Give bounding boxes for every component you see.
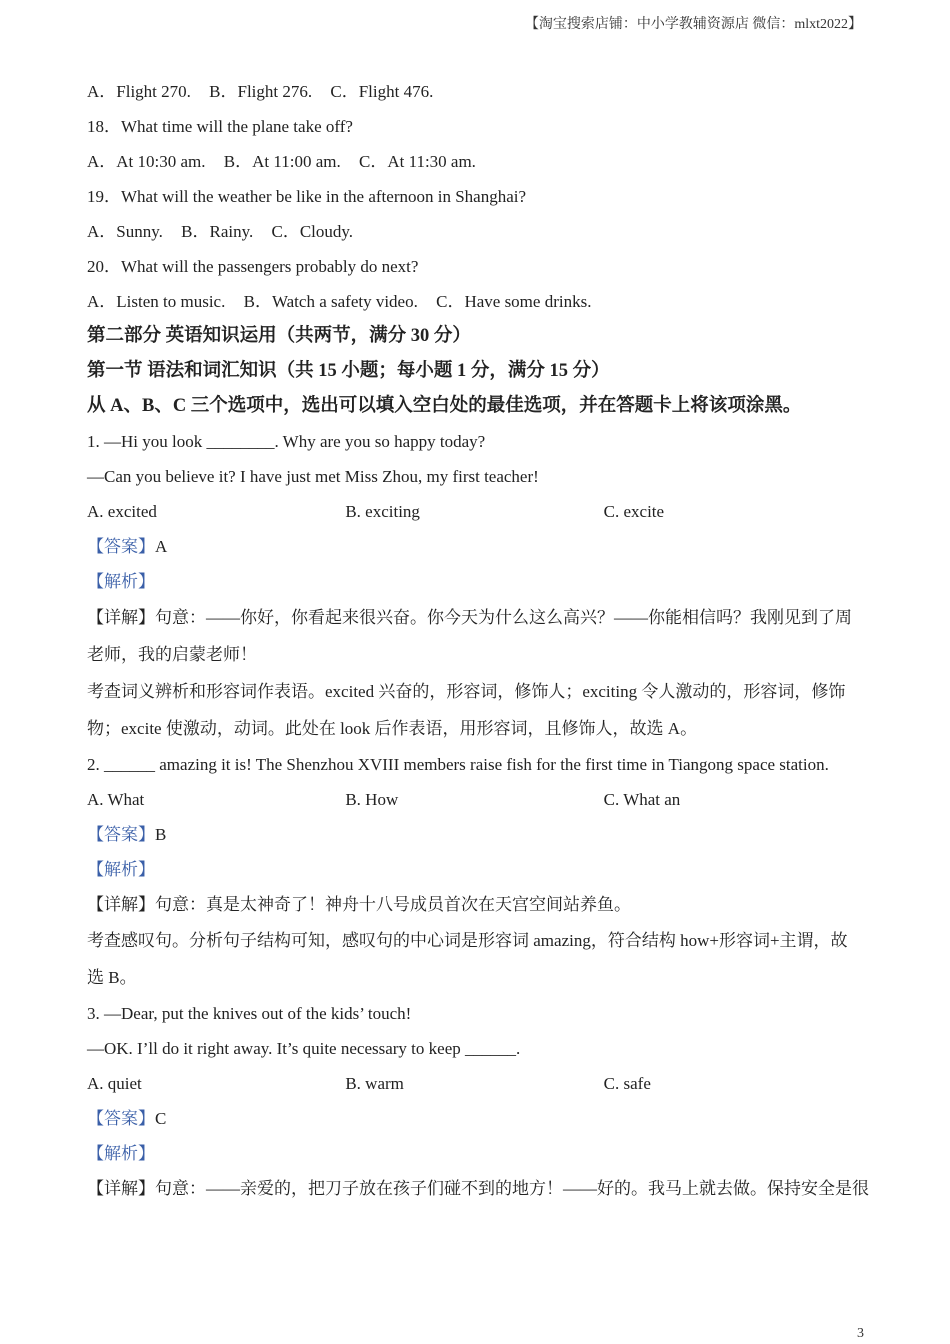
page-header: 【淘宝搜索店铺：中小学教辅资源店 微信：mlxt2022】 (524, 17, 862, 32)
q20-option-c: C．Have some drinks. (436, 292, 592, 311)
q3-answer (87, 1101, 862, 1136)
document-body (87, 74, 869, 1206)
q1-explanation: 考查词义辨析和形容词作表语。excited 兴奋的，形容词，修饰人；exciting 令人激动的，形容词，修饰物；excite 使激动，动词。此处在 look 后作表语，用形容词，且修饰人，故选 A。 (87, 682, 846, 738)
q2-detail: 【详解】句意：真是太神奇了！神舟十八号成员首次在天宫空间站养鱼。 (87, 895, 631, 914)
q17-option-a: A．Flight 270. (87, 82, 191, 101)
q18-option-c: C．At 11:30 am. (358, 152, 476, 171)
q17-option-b: B．Flight 276. (209, 82, 313, 101)
q3-dialogue: —OK. I’ll do it right away. It’s quite necessary to keep ______. (87, 1039, 521, 1058)
q3-options (87, 1066, 862, 1101)
q1-detail: 【详解】句意：——你好，你看起来很兴奋。你今天为什么这么高兴？——你能相信吗？我刚见到了周老师，我的启蒙老师！ (87, 608, 852, 664)
answer-tag: 【答案】 (87, 825, 155, 844)
answer-tag: 【答案】 (87, 537, 155, 556)
q3-option-c: C. safe (603, 1074, 651, 1093)
q2-option-a: A. What (87, 790, 145, 809)
q1-answer (87, 529, 862, 564)
q2-options (87, 782, 862, 817)
q20-option-a: A．Listen to music. (87, 292, 226, 311)
q18-options (87, 144, 862, 179)
q20-option-b: B．Watch a safety video. (243, 292, 418, 311)
section1-title: 第一节 语法和词汇知识（共 15 小题；每小题 1 分，满分 15 分） (87, 361, 610, 381)
analysis-tag: 【解析】 (87, 572, 155, 591)
q1-option-a: A. excited (87, 502, 157, 521)
instruction: 从 A、B、C 三个选项中，选出可以填入空白处的最佳选项，并在答题卡上将该项涂黑。 (87, 396, 802, 416)
q18-stem: 18．What time will the plane take off? (87, 117, 353, 136)
q20-stem: 20．What will the passengers probably do next? (87, 257, 419, 276)
analysis-tag: 【解析】 (87, 1144, 155, 1163)
q2-answer (87, 817, 862, 852)
q3-answer-value: C (155, 1109, 167, 1128)
q1-option-b: B. exciting (345, 502, 420, 521)
q1-options (87, 494, 862, 529)
q2-answer-value: B (155, 825, 167, 844)
q1-option-c: C. excite (603, 502, 665, 521)
q17-option-c: C．Flight 476. (330, 82, 434, 101)
q3-option-a: A. quiet (87, 1074, 142, 1093)
page-number: 3 (857, 1326, 864, 1341)
analysis-tag: 【解析】 (87, 860, 155, 879)
answer-tag: 【答案】 (87, 1109, 155, 1128)
q19-option-c: C．Cloudy. (271, 222, 354, 241)
q17-options (87, 74, 862, 109)
q3-detail: 【详解】句意：——亲爱的，把刀子放在孩子们碰不到的地方！——好的。我马上就去做。保持安全是很 (87, 1179, 869, 1198)
q19-option-b: B．Rainy. (181, 222, 254, 241)
part2-title: 第二部分 英语知识运用（共两节，满分 30 分） (87, 326, 471, 346)
q20-options (87, 284, 862, 319)
q1-dialogue: —Can you believe it? I have just met Miss Zhou, my first teacher! (87, 467, 539, 486)
q18-option-b: B．At 11:00 am. (223, 152, 341, 171)
q2-stem: 2. ______ amazing it is! The Shenzhou XVIII members raise fish for the first time in Tiangong space station. (87, 755, 829, 774)
q3-analysis (87, 1136, 862, 1171)
q1-answer-value: A (155, 537, 168, 556)
q3-option-b: B. warm (345, 1074, 404, 1093)
q3-stem: 3. —Dear, put the knives out of the kids’ touch! (87, 1004, 412, 1023)
q2-option-b: B. How (345, 790, 399, 809)
q2-option-c: C. What an (603, 790, 681, 809)
q1-analysis (87, 564, 862, 599)
q1-stem: 1. —Hi you look ________. Why are you so happy today? (87, 432, 486, 451)
q2-analysis (87, 852, 862, 887)
q18-option-a: A．At 10:30 am. (87, 152, 206, 171)
q19-stem: 19．What will the weather be like in the afternoon in Shanghai? (87, 187, 527, 206)
q2-explanation: 考查感叹句。分析句子结构可知，感叹句的中心词是形容词 amazing，符合结构 how+形容词+主谓，故选 B。 (87, 931, 848, 987)
q19-option-a: A．Sunny. (87, 222, 163, 241)
q19-options (87, 214, 862, 249)
